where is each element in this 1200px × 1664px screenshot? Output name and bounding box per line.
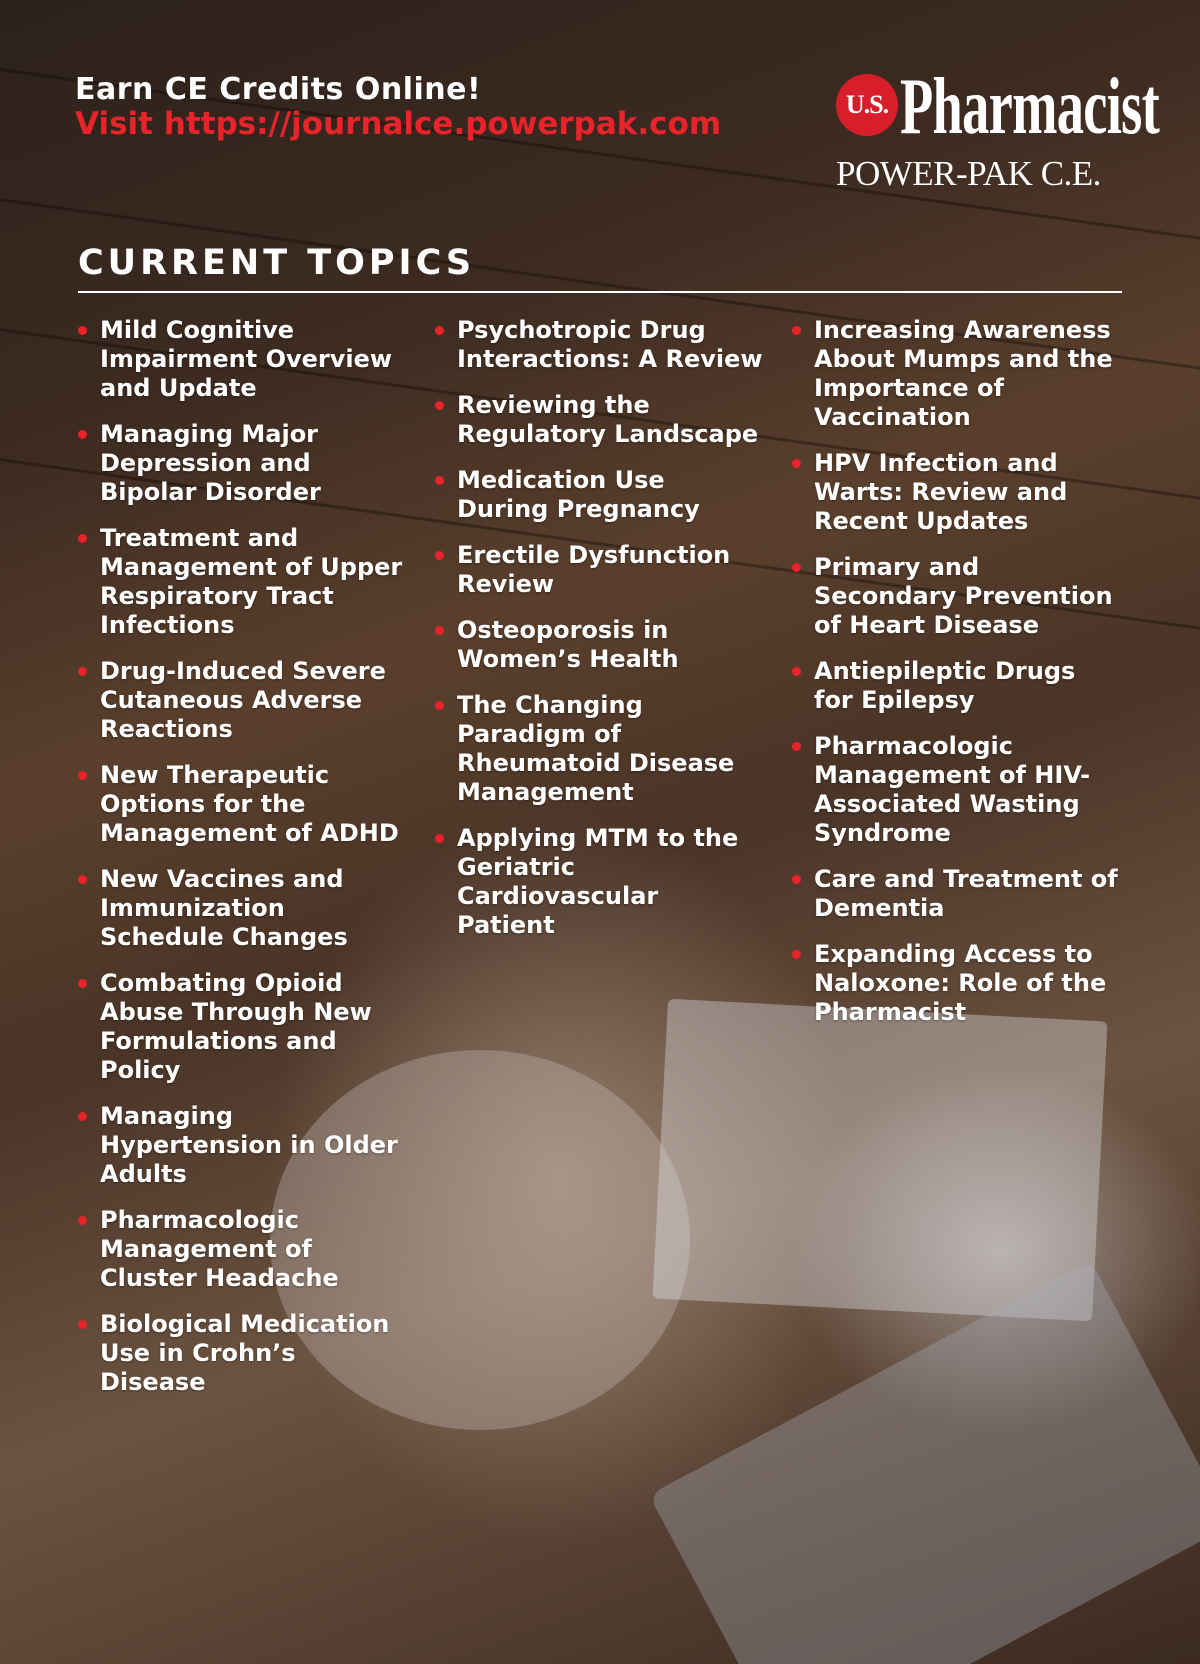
bullet-icon <box>435 834 444 843</box>
topic-item <box>76 865 406 952</box>
bullet-icon <box>792 875 801 884</box>
topic-item <box>433 316 763 374</box>
topic-item <box>76 761 406 848</box>
bullet-icon <box>78 979 87 988</box>
topic-label: Primary and Secondary Prevention of Heart Disease <box>814 553 1113 639</box>
bullet-icon <box>78 326 87 335</box>
bullet-icon <box>435 476 444 485</box>
bullet-icon <box>792 742 801 751</box>
topic-item <box>76 420 406 507</box>
topic-item <box>433 691 763 807</box>
bullet-icon <box>78 1112 87 1121</box>
topic-item <box>76 1310 406 1397</box>
topic-item <box>790 657 1120 715</box>
bullet-icon <box>78 1216 87 1225</box>
topic-label: HPV Infection and Warts: Review and Recent Updates <box>814 449 1068 535</box>
topic-label: Increasing Awareness About Mumps and the Importance of Vaccination <box>814 316 1113 431</box>
topic-item <box>76 524 406 640</box>
topic-item <box>76 316 406 403</box>
topic-label: The Changing Paradigm of Rheumatoid Disease Management <box>457 691 735 806</box>
topic-item <box>76 1206 406 1293</box>
topic-label: Reviewing the Regulatory Landscape <box>457 391 759 448</box>
topic-label: Erectile Dysfunction Review <box>457 541 731 598</box>
topic-label: Care and Treatment of Dementia <box>814 865 1118 922</box>
topic-item <box>433 391 763 449</box>
topics-column-3 <box>790 316 1120 1044</box>
topic-item <box>433 824 763 940</box>
topic-label: Pharmacologic Management of HIV-Associated Wasting Syndrome <box>814 732 1091 847</box>
topic-item <box>433 466 763 524</box>
topic-label: Expanding Access to Naloxone: Role of the Pharmacist <box>814 940 1107 1026</box>
topic-item <box>433 616 763 674</box>
topic-label: Psychotropic Drug Interactions: A Review <box>457 316 763 373</box>
topic-item <box>790 553 1120 640</box>
topic-label: Managing Major Depression and Bipolar Disorder <box>100 420 321 506</box>
topic-item <box>790 449 1120 536</box>
topic-label: Medication Use During Pregnancy <box>457 466 700 523</box>
topic-label: Combating Opioid Abuse Through New Formulations and Policy <box>100 969 372 1084</box>
topic-item <box>76 969 406 1085</box>
bullet-icon <box>435 326 444 335</box>
topic-label: Treatment and Management of Upper Respiratory Tract Infections <box>100 524 403 639</box>
section-title: CURRENT TOPICS <box>78 243 476 283</box>
bullet-icon <box>792 326 801 335</box>
topic-label: New Vaccines and Immunization Schedule Changes <box>100 865 348 951</box>
bullet-icon <box>78 771 87 780</box>
topics-column-1 <box>76 316 406 1414</box>
bullet-icon <box>78 1320 87 1329</box>
logo-subtitle: POWER-PAK C.E. <box>836 154 1101 193</box>
topic-item <box>76 1102 406 1189</box>
laptop-shape <box>649 1260 1200 1664</box>
topic-label: Drug-Induced Severe Cutaneous Adverse Reactions <box>100 657 386 743</box>
topic-label: New Therapeutic Options for the Management of ADHD <box>100 761 399 847</box>
logo-badge: U.S. <box>836 74 898 136</box>
topics-column-2 <box>433 316 763 957</box>
bullet-icon <box>792 667 801 676</box>
topic-item <box>790 865 1120 923</box>
bullet-icon <box>78 534 87 543</box>
topic-label: Managing Hypertension in Older Adults <box>100 1102 398 1188</box>
us-pharmacist-logo <box>836 63 1160 196</box>
bullet-icon <box>792 950 801 959</box>
logo-name: Pharmacist <box>900 63 1160 151</box>
title-divider <box>78 291 1122 293</box>
topic-item <box>790 732 1120 848</box>
topic-label: Biological Medication Use in Crohn’s Disease <box>100 1310 390 1396</box>
bullet-icon <box>78 667 87 676</box>
bullet-icon <box>78 875 87 884</box>
visit-url-link[interactable]: Visit https://journalce.powerpak.com <box>75 106 722 142</box>
bullet-icon <box>435 626 444 635</box>
bullet-icon <box>792 459 801 468</box>
bullet-icon <box>792 563 801 572</box>
topic-label: Osteoporosis in Women’s Health <box>457 616 679 673</box>
topic-item <box>790 940 1120 1027</box>
bullet-icon <box>435 701 444 710</box>
topic-item <box>433 541 763 599</box>
topic-label: Pharmacologic Management of Cluster Headache <box>100 1206 339 1292</box>
notebook-shape <box>652 999 1107 1322</box>
topic-label: Antiepileptic Drugs for Epilepsy <box>814 657 1076 714</box>
earn-credits-heading: Earn CE Credits Online! <box>75 72 482 107</box>
topic-label: Applying MTM to the Geriatric Cardiovascular Patient <box>457 824 739 939</box>
topic-item <box>76 657 406 744</box>
topic-item <box>790 316 1120 432</box>
topic-label: Mild Cognitive Impairment Overview and Update <box>100 316 393 402</box>
bullet-icon <box>78 430 87 439</box>
bullet-icon <box>435 551 444 560</box>
bullet-icon <box>435 401 444 410</box>
